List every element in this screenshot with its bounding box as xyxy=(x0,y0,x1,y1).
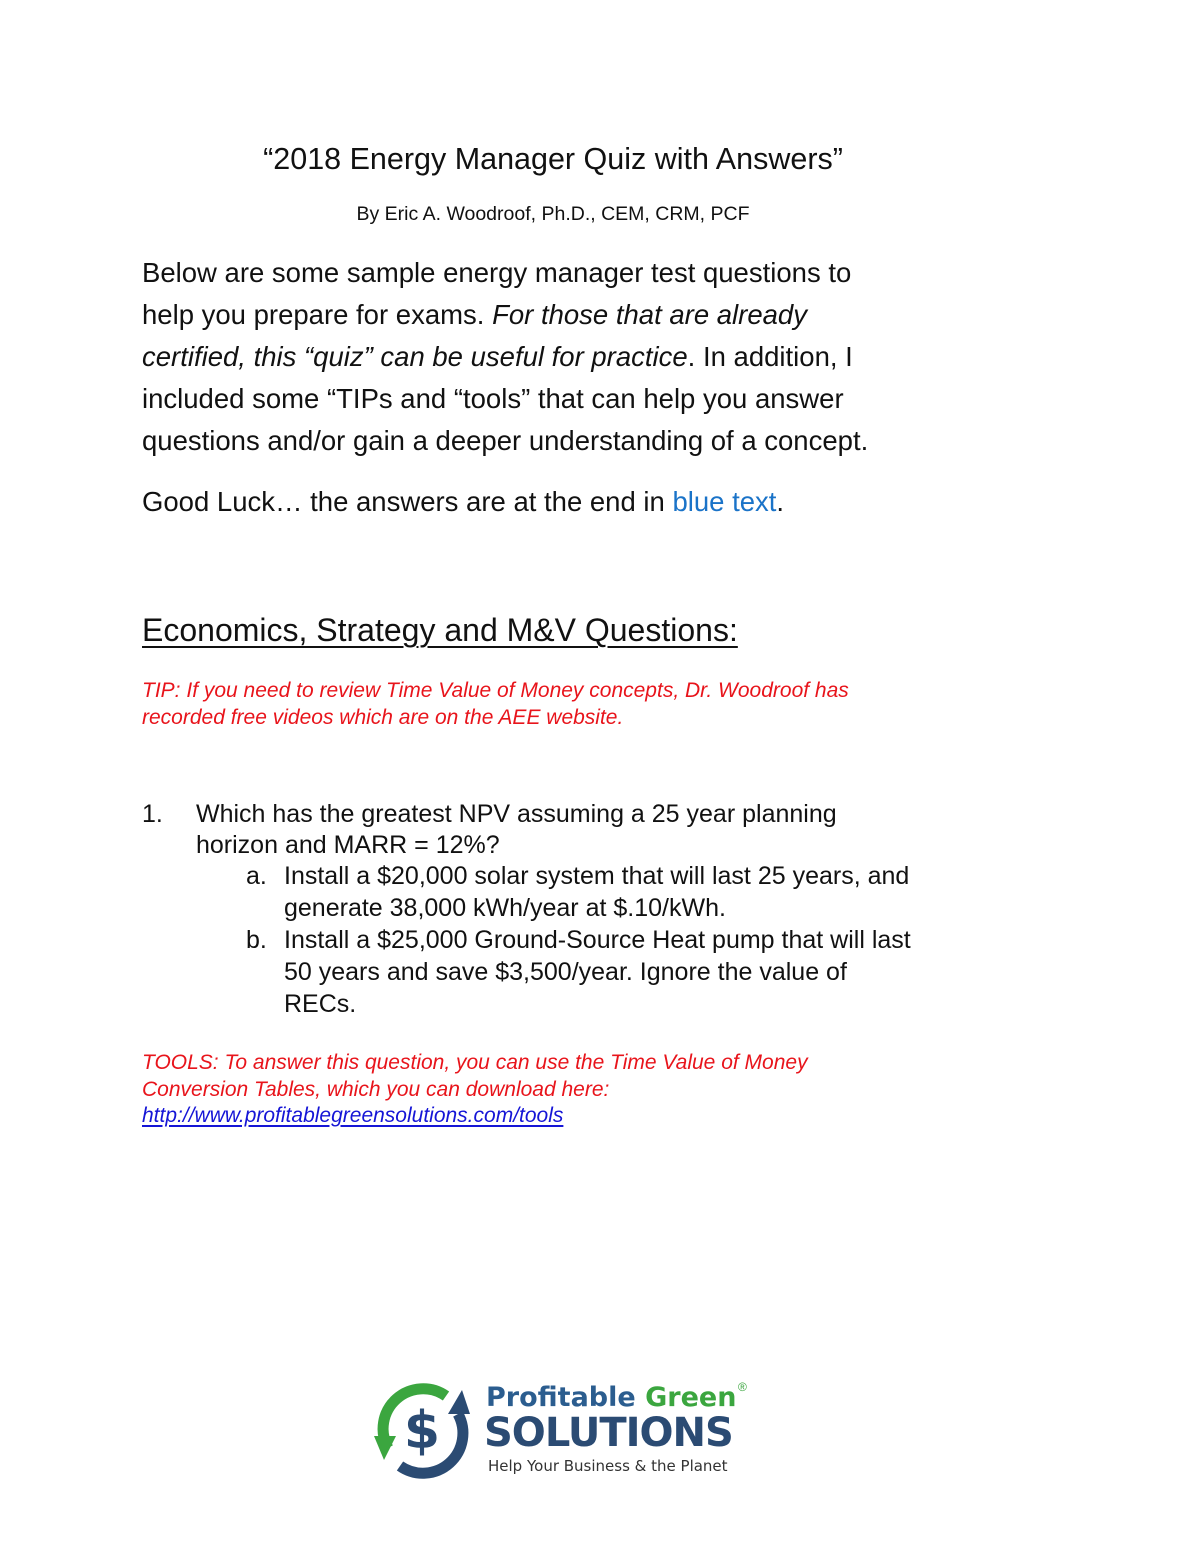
question-line-2: horizon and MARR = 12%? xyxy=(196,831,500,859)
intro-line-2-italic: For those that are already xyxy=(492,299,807,330)
option-b-line-1: Install a $25,000 Ground-Source Heat pump that will last xyxy=(284,926,911,954)
option-b-line-3: RECs. xyxy=(284,990,357,1018)
logo-brand-green: Green xyxy=(645,1382,737,1413)
intro-line-4: included some “TIPs and “tools” that can help you answer xyxy=(142,383,844,414)
intro-line-1: Below are some sample energy manager test questions to xyxy=(142,257,852,288)
intro-line-2 xyxy=(142,299,807,331)
author-byline: By Eric A. Woodroof, Ph.D., CEM, CRM, PCF xyxy=(356,203,750,225)
tools-line-1 xyxy=(142,1051,808,1075)
tools-download-link[interactable]: http://www.profitablegreensolutions.com/tools xyxy=(142,1104,564,1127)
intro-line-5: questions and/or gain a deeper understanding of a concept. xyxy=(142,425,869,456)
tip-line-2: recorded free videos which are on the AEE website. xyxy=(142,706,624,729)
tip-label: TIP: xyxy=(142,679,181,702)
intro-line-3-italic: certified, this “quiz” can be useful for practice xyxy=(142,341,688,372)
dollar-cycle-icon xyxy=(366,1374,478,1484)
section-heading: Economics, Strategy and M&V Questions: xyxy=(142,612,738,648)
tools-line-2: Conversion Tables, which you can download here: xyxy=(142,1078,610,1101)
tip-text-1: If you need to review Time Value of Money concepts, Dr. Woodroof has xyxy=(186,679,849,702)
registered-mark: ® xyxy=(738,1380,747,1394)
tools-label: TOOLS: xyxy=(142,1051,219,1074)
logo-brand-solutions: SOLUTIONS xyxy=(484,1410,733,1456)
blue-text-sample: blue text xyxy=(672,486,777,517)
option-b-letter: b. xyxy=(246,926,267,954)
option-a-letter: a. xyxy=(246,862,267,890)
option-a-line-2: generate 38,000 kWh/year at $.10/kWh. xyxy=(284,894,726,922)
dollar-sign-glyph: $ xyxy=(403,1401,441,1461)
company-logo xyxy=(366,1374,746,1484)
logo-brand-profitable: Profitable xyxy=(486,1382,646,1413)
logo-tagline: Help Your Business & the Planet xyxy=(488,1457,728,1475)
tools-text-1: To answer this question, you can use the Time Value of Money xyxy=(224,1051,808,1074)
good-luck-suffix: . xyxy=(776,486,785,517)
logo-brand-line-1 xyxy=(486,1382,736,1413)
intro-line-2-text: help you prepare for exams. xyxy=(142,299,493,330)
intro-line-3 xyxy=(142,341,853,373)
option-a-line-1: Install a $20,000 solar system that will last 25 years, and xyxy=(284,862,910,890)
document-title: “2018 Energy Manager Quiz with Answers” xyxy=(263,142,843,176)
option-b-line-2: 50 years and save $3,500/year. Ignore the value of xyxy=(284,958,847,986)
intro-line-3-text: . In addition, I xyxy=(687,341,853,372)
tip-line-1 xyxy=(142,679,849,703)
good-luck-prefix: Good Luck… the answers are at the end in xyxy=(142,486,673,517)
question-number: 1. xyxy=(142,800,163,828)
good-luck-line xyxy=(142,486,784,518)
question-line-1: Which has the greatest NPV assuming a 25 year planning xyxy=(196,800,837,828)
